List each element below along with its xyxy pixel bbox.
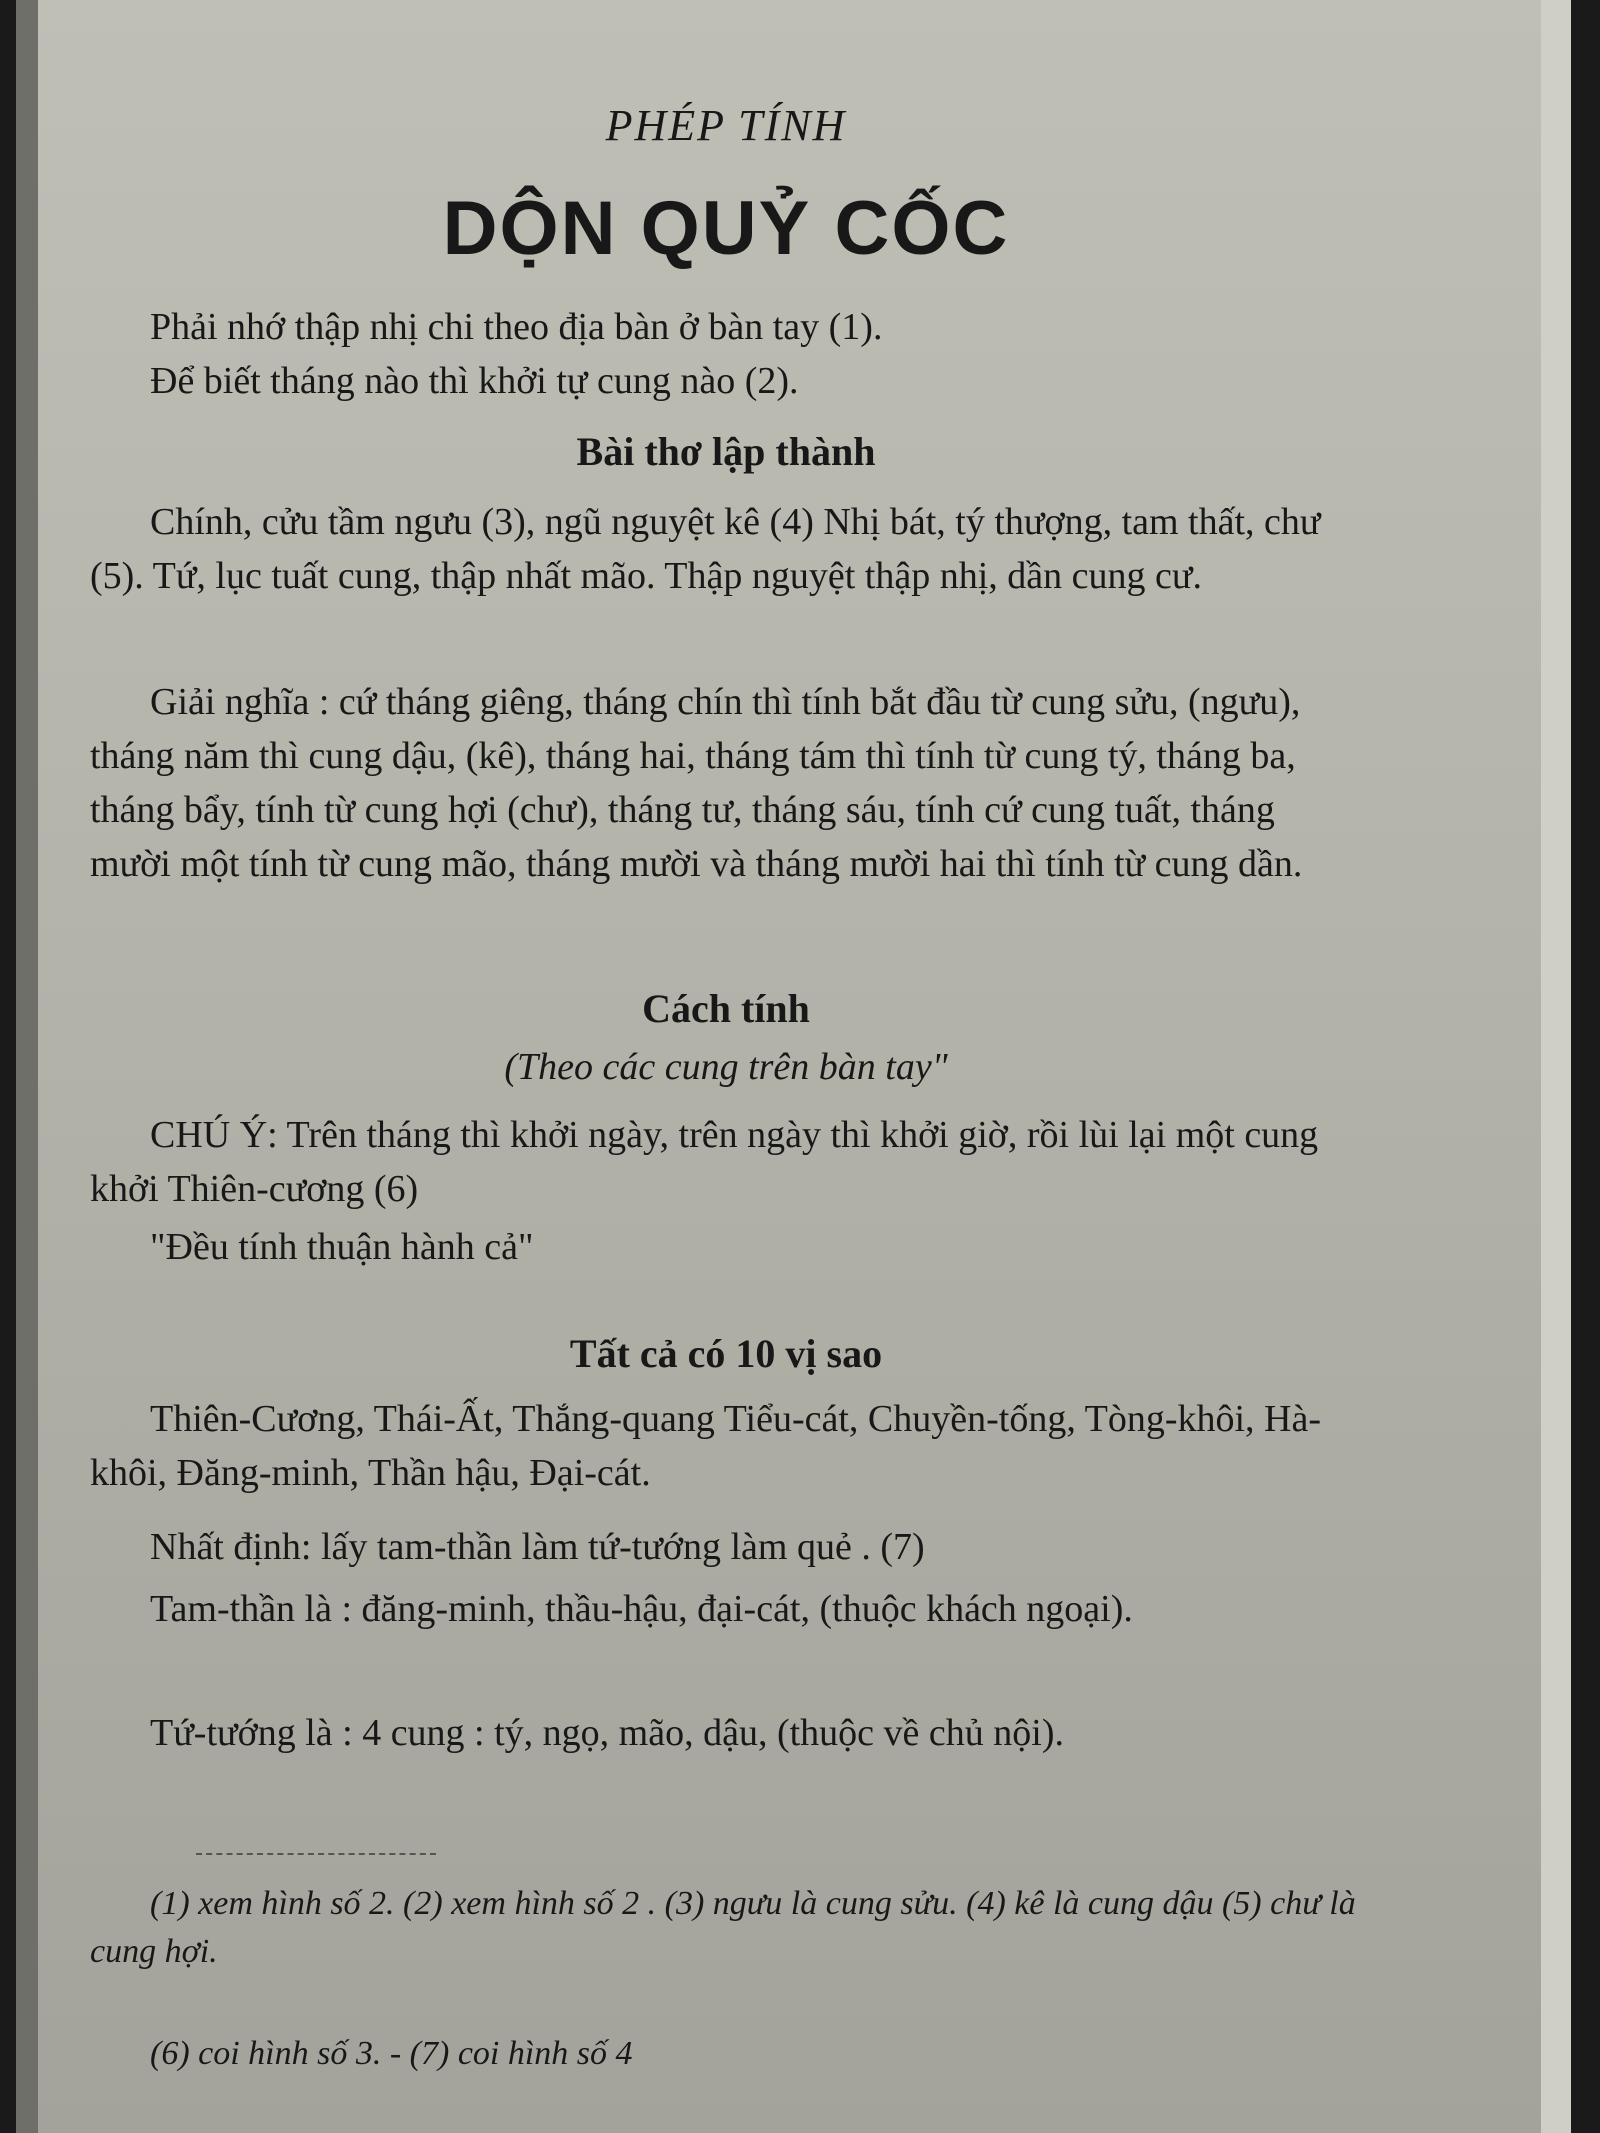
explanation-text: Giải nghĩa : cứ tháng giêng, tháng chín thì tính bắt đầu từ cung sửu, (ngưu), tháng năm thì cung dậu, (kê), tháng hai, tháng tám thì tính từ cung tý, tháng ba, tháng bẩy, tính từ cung hợi (chư), tháng tư, tháng sáu, tính cứ cung tuất, tháng mười một tính từ cung mão, tháng mười và tháng mười hai thì tính từ cung dần. (90, 681, 1303, 885)
footnote-1: (1) xem hình số 2. (2) xem hình số 2 . (3) ngưu là cung sửu. (4) kê là cung dậu (5) chư là cung hợi. (90, 1885, 1356, 1970)
poem-heading: Bài thơ lập thành (576, 429, 876, 474)
page-kicker: PHÉP TÍNH (605, 101, 847, 150)
stars-heading: Tất cả có 10 vị sao (569, 1331, 883, 1376)
footnote-divider (196, 1853, 436, 1855)
footnote-2: (6) coi hình số 3. - (7) coi hình số 4 (150, 2035, 633, 2072)
method-heading: Cách tính (642, 986, 810, 1031)
rule-text: Nhất định: lấy tam-thần làm tứ-tướng làm quẻ . (7) (150, 1526, 925, 1568)
poem-text: Chính, cửu tầm ngưu (3), ngũ nguyệt kê (4) Nhị bát, tý thượng, tam thất, chư (5). Tứ, lục tuất cung, thập nhất mão. Thập nguyệt thập nhị, dần cung cư. (90, 501, 1321, 597)
tu-tuong-text: Tứ-tướng là : 4 cung : tý, ngọ, mão, dậu, (thuộc về chủ nội). (150, 1712, 1064, 1754)
stars-list: Thiên-Cương, Thái-Ất, Thắng-quang Tiểu-cát, Chuyền-tống, Tòng-khôi, Hà-khôi, Đăng-minh, Thần hậu, Đại-cát. (90, 1398, 1322, 1494)
note-text: CHÚ Ý: Trên tháng thì khởi ngày, trên ngày thì khởi giờ, rồi lùi lại một cung khởi Thiên-cương (6) (90, 1114, 1319, 1210)
binding-shadow (16, 0, 38, 2133)
intro-line-2: Để biết tháng nào thì khởi tự cung nào (2). (150, 360, 799, 402)
note-quote: "Đều tính thuận hành cả" (150, 1226, 534, 1268)
intro-line-1: Phải nhớ thập nhị chi theo địa bàn ở bàn tay (1). (150, 306, 883, 348)
page-edge (1541, 0, 1571, 2133)
page-title: DỘN QUỶ CỐC (442, 186, 1010, 271)
tam-than-text: Tam-thần là : đăng-minh, thầu-hậu, đại-cát, (thuộc khách ngoại). (150, 1588, 1133, 1630)
book-page (16, 0, 1571, 2133)
method-subheading: (Theo các cung trên bàn tay" (504, 1046, 948, 1088)
